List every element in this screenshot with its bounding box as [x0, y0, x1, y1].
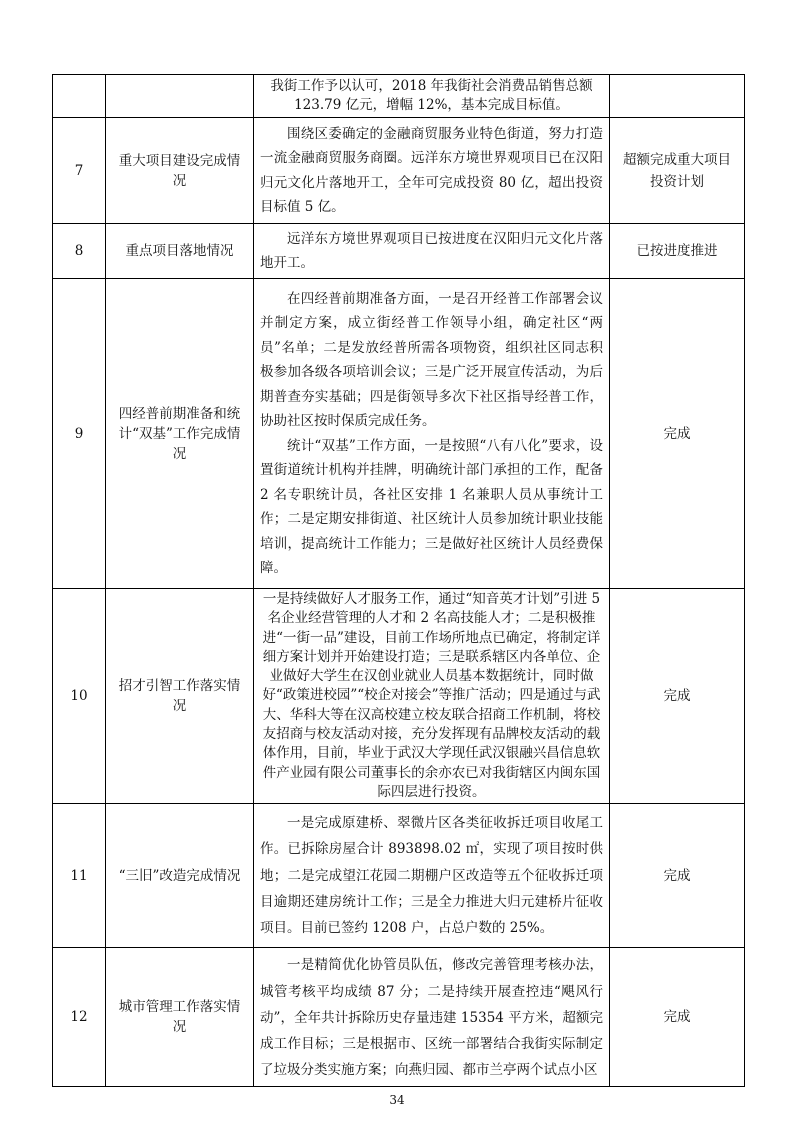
table-row — [53, 589, 745, 804]
row-description — [254, 948, 610, 1086]
row-number: 12 — [53, 948, 106, 1086]
description-paragraph: 统计“双基”工作方面，一是按照“八有八化”要求，设置街道统计机构并挂牌，明确统计部门承担的工作，配备 2 名专职统计员，各社区安排 1 名兼职人员从事统计工作；二是定期安排街道、社区统计人员参加统计职业技能培训，提高统计工作能力；三是做好社区统计人员经费保障。 — [260, 437, 603, 576]
row-item: 重点项目落地情况 — [106, 224, 254, 279]
row-item: “三旧”改造完成情况 — [106, 804, 254, 948]
row-description — [254, 75, 610, 118]
table-row — [53, 804, 745, 948]
row-description — [254, 224, 610, 279]
table-row — [53, 75, 745, 118]
row-result: 完成 — [610, 804, 745, 948]
table-row — [53, 279, 745, 589]
row-description — [254, 804, 610, 948]
row-result: 已按进度推进 — [610, 224, 745, 279]
page-number: 34 — [389, 1093, 405, 1107]
row-number — [53, 75, 106, 118]
description-paragraph: 我街工作予以认可，2018 年我街社会消费品销售总额 123.79 亿元，增幅 12%，基本完成目标值。 — [270, 78, 593, 113]
row-result — [610, 75, 745, 118]
row-item: 四经普前期准备和统计“双基”工作完成情况 — [106, 279, 254, 589]
description-paragraph: 一是完成原建桥、翠微片区各类征收拆迁项目收尾工作。已拆除房屋合计 893898.02 ㎡，实现了项目按时供地；二是完成望江花园二期棚户区改造等五个征收拆迁项目逾期还建房统计工作；三是全力推进大归元建桥片征收项目。目前已签约 1208 户，占总户数的 25%。 — [260, 815, 603, 937]
description-paragraph: 一是精简优化协管员队伍，修改完善管理考核办法，城管考核平均成绩 87 分；二是持续开展查控违“飓风行动”，全年共计拆除历史存量违建 15354 平方米，超额完成工作目标；三是根据市、区统一部署结合我街实际制定了垃圾分类实施方案；向燕归园、都市兰亭两个试点小区 — [260, 957, 603, 1079]
row-description — [254, 118, 610, 224]
row-item: 城市管理工作落实情况 — [106, 948, 254, 1086]
description-paragraph: 在四经普前期准备方面，一是召开经普工作部署会议并制定方案，成立街经普工作领导小组，确定社区“两员”名单；二是发放经普所需各项物资，组织社区同志积极参加各级各项培训会议；三是广泛开展宣传活动，为后期普查夯实基础；四是街领导多次下社区指导经普工作，协助社区按时保质完成任务。 — [260, 290, 603, 429]
description-paragraph: 围绕区委确定的金融商贸服务业特色街道，努力打造一流金融商贸服务商圈。远洋东方境世界观项目已在汉阳归元文化片落地开工，全年可完成投资 80 亿，超出投资目标值 5 亿。 — [260, 125, 603, 215]
row-result: 完成 — [610, 279, 745, 589]
row-number: 11 — [53, 804, 106, 948]
row-description — [254, 589, 610, 804]
row-item — [106, 75, 254, 118]
table-row — [53, 224, 745, 279]
description-paragraph: 远洋东方境世界观项目已按进度在汉阳归元文化片落地开工。 — [260, 230, 603, 271]
work-report-table — [52, 74, 745, 1087]
row-item: 重大项目建设完成情况 — [106, 118, 254, 224]
row-number: 7 — [53, 118, 106, 224]
row-number: 8 — [53, 224, 106, 279]
table-row — [53, 948, 745, 1086]
row-result: 完成 — [610, 589, 745, 804]
row-number: 10 — [53, 589, 106, 804]
row-number: 9 — [53, 279, 106, 589]
table-row — [53, 118, 745, 224]
row-result: 超额完成重大项目投资计划 — [610, 118, 745, 224]
row-description — [254, 279, 610, 589]
description-paragraph: 一是持续做好人才服务工作，通过“知音英才计划”引进 5 名企业经营管理的人才和 2 名高技能人才；二是积极推进“一街一品”建设，目前工作场所地点已确定，将制定详细方案计划并开始建设打造；三是联系辖区内各单位、企业做好大学生在汉创业就业人员基本数据统计，同时做好“政策进校园”“校企对接会”等推广活动；四是通过与武大、华科大等在汉高校建立校友联合招商工作机制，将校友招商与校友活动对接，充分发挥现有品牌校友活动的载体作用，目前，毕业于武汉大学现任武汉银融兴昌信息软件产业园有限公司董事长的余亦农已对我街辖区内闽东国际四层进行投资。 — [262, 591, 601, 800]
row-result: 完成 — [610, 948, 745, 1086]
row-item: 招才引智工作落实情况 — [106, 589, 254, 804]
